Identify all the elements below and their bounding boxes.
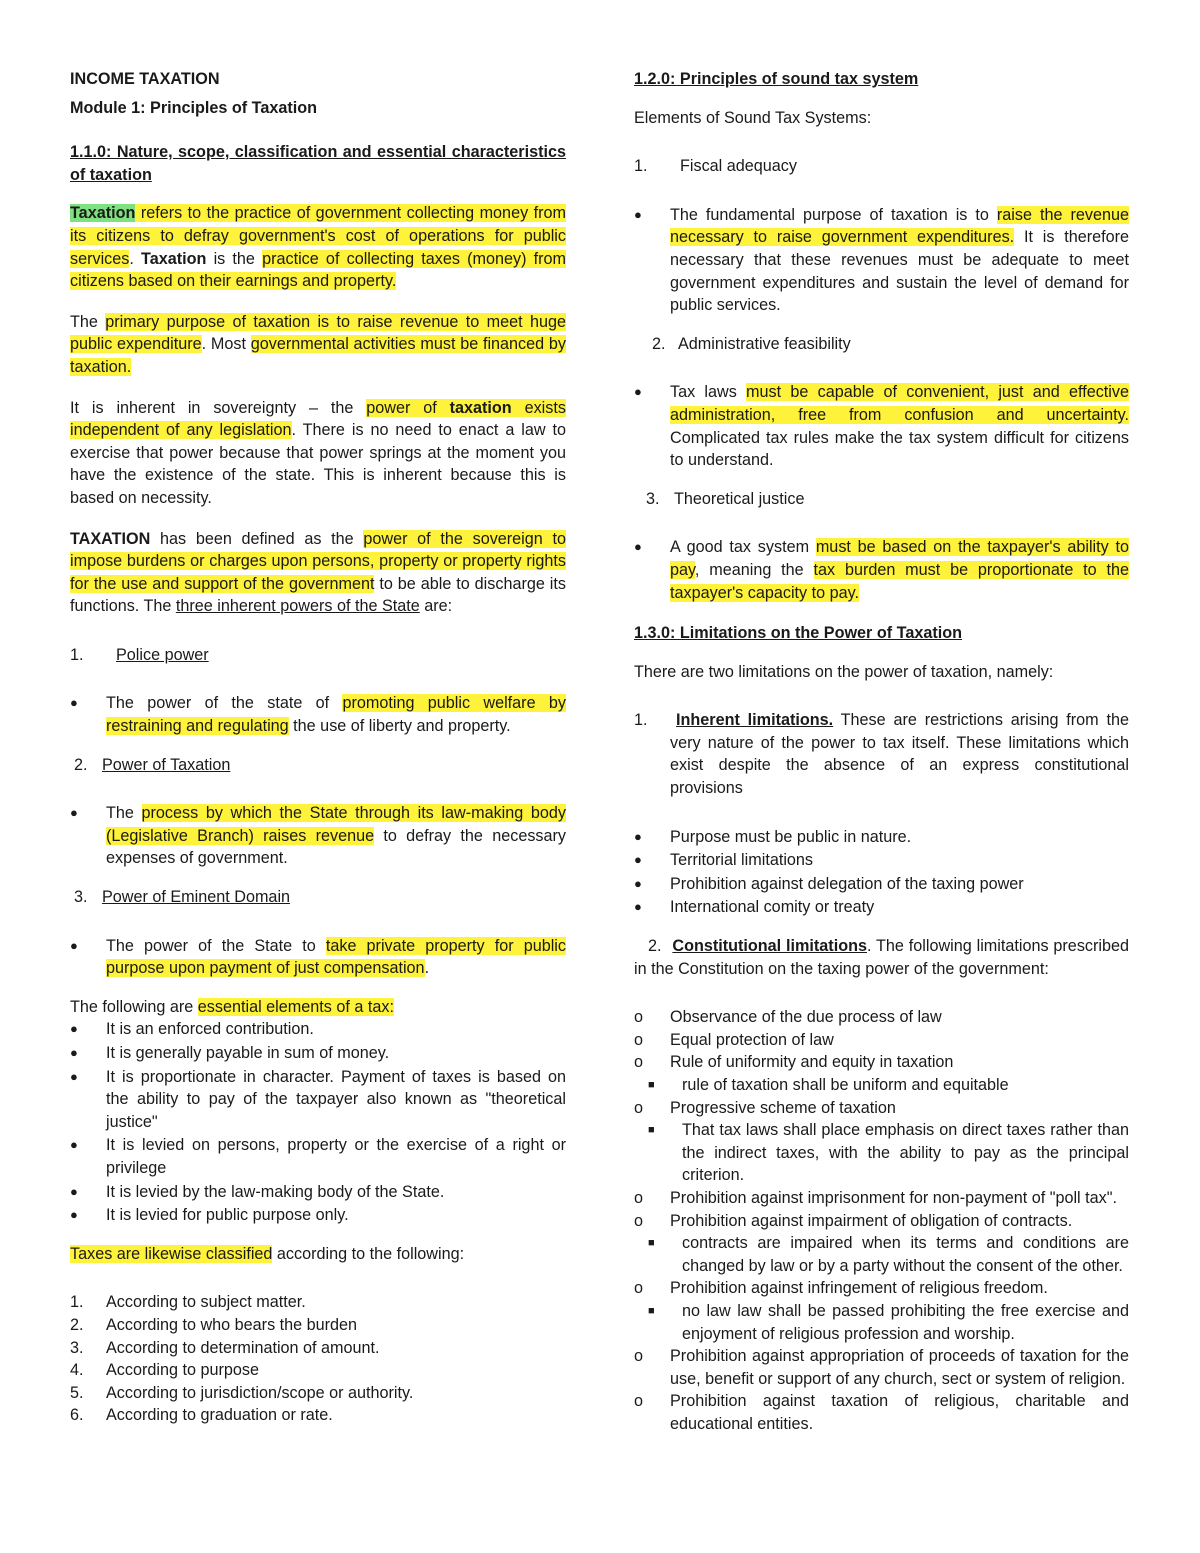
list-item: 6. According to graduation or rate. xyxy=(70,1406,333,1425)
constitutional-limitations-list xyxy=(634,1006,1129,1435)
bullet-icon: ● xyxy=(70,1068,78,1084)
list-item: o Rule of uniformity and equity in taxation xyxy=(634,1051,1129,1074)
bullet-icon: ● xyxy=(70,1021,78,1037)
square-bullet-icon: ■ xyxy=(648,1079,655,1091)
module-title: Module 1: Principles of Taxation xyxy=(70,98,318,117)
sub-list-item: ■ rule of taxation shall be uniform and equitable xyxy=(634,1074,1129,1097)
bullet-icon: ● xyxy=(634,852,642,868)
essential-elements-list xyxy=(70,1018,566,1226)
bullet-icon: ● xyxy=(634,828,642,844)
bullet-icon: ● xyxy=(70,937,78,953)
paragraph-primary-purpose: The primary purpose of taxation is to raise revenue to meet huge public expenditure. Most governmental activities must be financed by taxation. xyxy=(70,312,566,376)
paragraph-taxation-definition: Taxation refers to the practice of government collecting money from its citizens to defray government's cost of operations for public services. Taxation is the practice of collecting taxes (money) from citizens based on their earnings and property. xyxy=(70,204,567,291)
circle-bullet-icon: o xyxy=(634,1211,644,1230)
principle-item: 1. Fiscal adequacy xyxy=(634,157,797,176)
bullet-icon: ● xyxy=(70,1183,78,1199)
list-item: o Observance of the due process of law xyxy=(634,1006,1129,1029)
bullet-icon: ● xyxy=(70,1137,78,1153)
list-item: ● It is levied by the law-making body of the State. xyxy=(70,1181,566,1204)
list-item: ● It is levied for public purpose only. xyxy=(70,1204,566,1227)
circle-bullet-icon: o xyxy=(634,1098,644,1117)
power-description: ● The power of the State to take private property for public purpose upon payment of just compensation. xyxy=(70,936,566,978)
paragraph-taxation-defined: TAXATION has been defined as the power of the sovereign to impose burdens or charges upon persons, property or property rights for the use and support of the government to be able to discharge its functions. The three inherent powers of the State are: xyxy=(70,529,566,616)
principle-description: ● The fundamental purpose of taxation is to raise the revenue necessary to raise government expenditures. It is therefore necessary that these revenues must be adequate to meet government expenditures and sustain the level of demand for public services. xyxy=(634,205,1129,315)
circle-bullet-icon: o xyxy=(634,1030,644,1049)
bullet-icon: ● xyxy=(634,875,642,891)
document-title: INCOME TAXATION xyxy=(70,70,220,88)
bullet-icon: ● xyxy=(634,384,642,400)
list-item: ● It is proportionate in character. Payment of taxes is based on the ability to pay of the taxpayer also known as "theoretical justice" xyxy=(70,1067,566,1131)
principle-item: 2. Administrative feasibility xyxy=(652,334,851,353)
elements-title: Elements of Sound Tax Systems: xyxy=(634,108,872,127)
bullet-icon: ● xyxy=(634,539,642,555)
list-item: o Prohibition against imprisonment for non-payment of "poll tax". xyxy=(634,1187,1129,1210)
limitations-intro: There are two limitations on the power of taxation, namely: xyxy=(634,662,1054,681)
circle-bullet-icon: o xyxy=(634,1347,644,1366)
square-bullet-icon: ■ xyxy=(648,1237,655,1250)
circle-bullet-icon: o xyxy=(634,1392,644,1411)
principle-description: ● Tax laws must be capable of convenient, just and effective administration, free from confusion and uncertainty. Complicated tax rules make the tax system difficult for citizens to understand. xyxy=(634,383,1129,470)
principle-description: ● A good tax system must be based on the taxpayer's ability to pay, meaning the tax burden must be proportionate to the taxpayer's capacity to pay. xyxy=(634,538,1130,602)
sub-list-item: ■ That tax laws shall place emphasis on direct taxes rather than the indirect taxes, with the ability to pay as the principal criterion. xyxy=(648,1121,1129,1185)
power-description: ● The process by which the State through its law-making body (Legislative Branch) raises revenue to defray the necessary expenses of government. xyxy=(70,804,566,868)
list-item: 2. According to who bears the burden xyxy=(70,1315,358,1334)
list-item: ● It is generally payable in sum of money. xyxy=(70,1042,566,1065)
section-heading-1-2-0: 1.2.0: Principles of sound tax system xyxy=(634,70,919,88)
list-item: 5. According to jurisdiction/scope or authority. xyxy=(70,1383,414,1402)
list-item: ● It is an enforced contribution. xyxy=(70,1018,566,1041)
elements-intro: The following are essential elements of a tax: xyxy=(70,997,394,1016)
circle-bullet-icon: o xyxy=(634,1008,644,1027)
list-item: o Progressive scheme of taxation xyxy=(634,1097,1129,1120)
list-item: 3. According to determination of amount. xyxy=(70,1338,380,1357)
list-item: ● Territorial limitations xyxy=(634,849,1129,872)
circle-bullet-icon: o xyxy=(634,1188,644,1207)
power-description: ● The power of the state of promoting public welfare by restraining and regulating the use of liberty and property. xyxy=(70,694,566,736)
list-item: o Prohibition against appropriation of proceeds of taxation for the use, benefit or support of any church, sect or system of religion. xyxy=(634,1347,1129,1388)
bullet-icon: ● xyxy=(634,206,642,222)
right-column xyxy=(634,68,1129,1436)
inherent-limitations: 1. Inherent limitations. These are restrictions arising from the very nature of the power to tax itself. These limitations which exist despite the absence of an express constitutional provisions xyxy=(634,711,1129,798)
bullet-icon: ● xyxy=(70,805,78,821)
power-item: 1. Police power xyxy=(70,645,209,664)
list-item: o Equal protection of law xyxy=(634,1029,1129,1052)
power-item: 3. Power of Eminent Domain xyxy=(74,888,291,907)
constitutional-limitations: 2. Constitutional limitations. The following limitations prescribed in the Constitution on the taxing power of the government: xyxy=(634,937,1129,978)
sub-list-item: ■ contracts are impaired when its terms and conditions are changed by law or by a party without the consent of the other. xyxy=(648,1234,1129,1275)
section-heading-1-3-0: 1.3.0: Limitations on the Power of Taxation xyxy=(634,624,962,643)
list-item: ● International comity or treaty xyxy=(634,896,1129,919)
list-item: 1. According to subject matter. xyxy=(70,1293,306,1312)
list-item: o Prohibition against impairment of obligation of contracts. xyxy=(634,1210,1129,1233)
power-item: 2. Power of Taxation xyxy=(74,755,231,774)
section-heading-1-1-0: 1.1.0: Nature, scope, classification and essential characteristics of taxation xyxy=(70,143,566,184)
classification-list xyxy=(70,1291,566,1427)
list-item: ● Purpose must be public in nature. xyxy=(634,826,1129,849)
list-item: ● It is levied on persons, property or the exercise of a right or privilege xyxy=(70,1136,566,1177)
list-item: ● Prohibition against delegation of the taxing power xyxy=(634,873,1129,896)
left-column xyxy=(70,68,566,1427)
principle-item: 3. Theoretical justice xyxy=(646,489,805,508)
list-item: 4. According to purpose xyxy=(70,1361,259,1380)
square-bullet-icon: ■ xyxy=(648,1124,655,1137)
bullet-icon: ● xyxy=(70,1045,78,1060)
square-bullet-icon: ■ xyxy=(648,1304,655,1317)
bullet-icon: ● xyxy=(70,695,78,711)
bullet-icon: ● xyxy=(70,1207,78,1223)
classification-intro: Taxes are likewise classified according to the following: xyxy=(70,1244,465,1263)
paragraph-inherent-sovereignty: It is inherent in sovereignty – the power of taxation exists independent of any legislation. There is no need to enact a law to exercise that power because that power springs at the moment you have the existence of the state. This is inherent because this is based on necessity. xyxy=(70,398,566,507)
circle-bullet-icon: o xyxy=(634,1279,644,1298)
bullet-icon: ● xyxy=(634,899,642,915)
list-item: o Prohibition against infringement of religious freedom. xyxy=(634,1277,1129,1300)
inherent-limitations-list xyxy=(634,826,1129,919)
circle-bullet-icon: o xyxy=(634,1053,644,1072)
sub-list-item: ■ no law law shall be passed prohibiting the free exercise and enjoyment of religious profession and worship. xyxy=(648,1301,1129,1343)
list-item: o Prohibition against taxation of religious, charitable and educational entities. xyxy=(634,1392,1129,1433)
